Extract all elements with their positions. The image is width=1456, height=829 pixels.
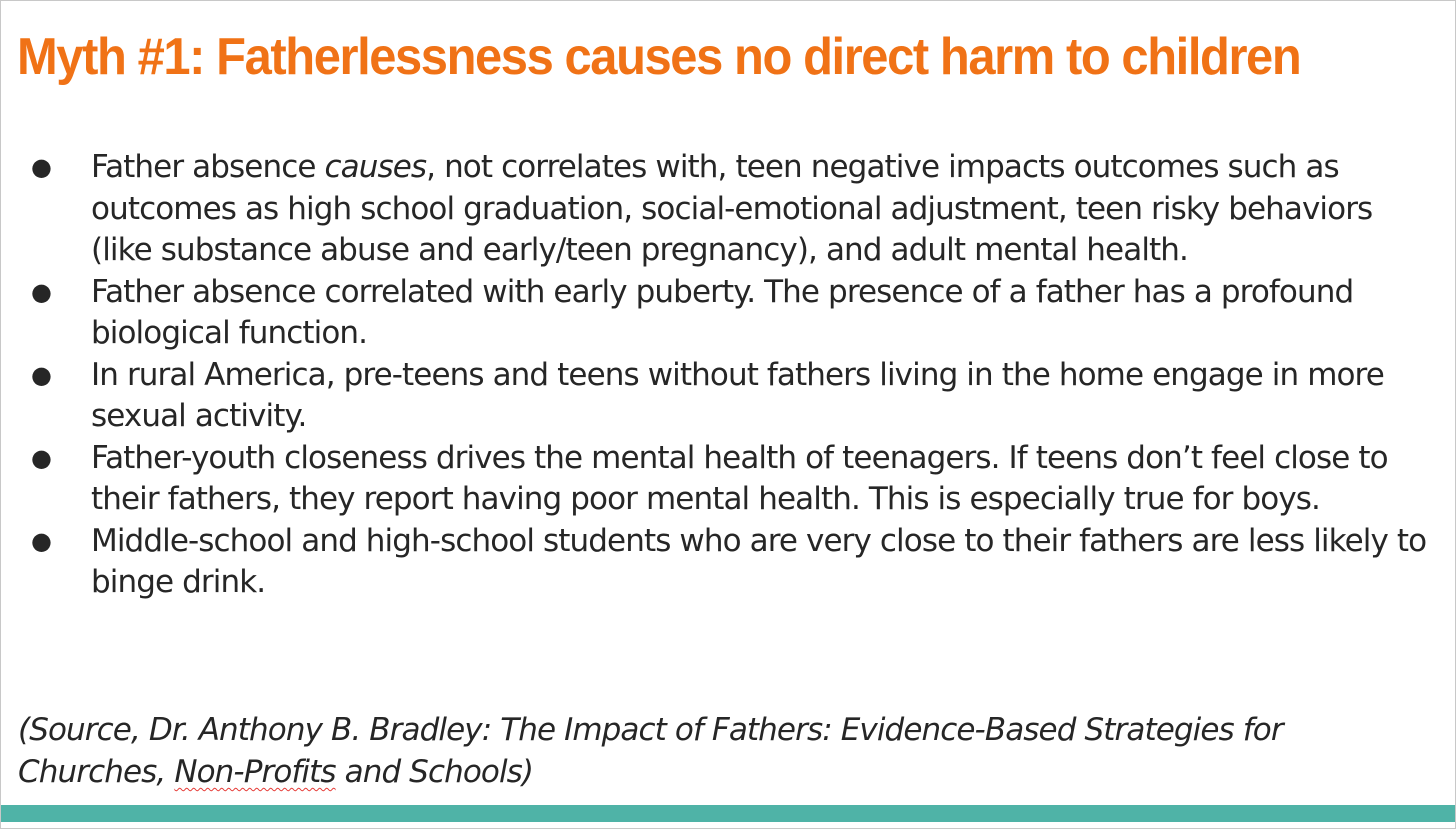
bullet-dot-icon: ● <box>31 443 52 472</box>
bullet-text-start: Father absence <box>91 149 325 185</box>
bullet-list <box>31 147 1441 604</box>
bullet-text-end: , not correlates with, teen negative impacts outcomes such as outcomes as high school graduation, social-emotional adjustment, teen risky behaviors (like substance abuse and early/teen pregnancy), and adult mental health. <box>91 149 1373 268</box>
source-text-start: (Source, Dr. Anthony B. Bradley: The Impact of Fathers: Evidence-Based Strategies for Churches, <box>18 712 1283 790</box>
slide-title: Myth #1: Fatherlessness causes no direct harm to children <box>17 28 1301 86</box>
bullet-dot-icon: ● <box>31 277 52 306</box>
accent-bar <box>1 805 1456 822</box>
source-citation <box>18 709 1438 793</box>
bullet-item <box>31 272 1441 355</box>
bullet-text: Middle-school and high-school students who are very close to their fathers are less likely to binge drink. <box>91 522 1427 600</box>
bullet-item <box>31 438 1441 521</box>
bullet-text: Father absence correlated with early puberty. The presence of a father has a profound biological function. <box>91 273 1354 351</box>
bullet-text: Father-youth closeness drives the mental health of teenagers. If teens don’t feel close to their fathers, they report having poor mental health. This is especially true for boys. <box>91 439 1388 517</box>
bullet-item <box>31 147 1441 272</box>
bullet-dot-icon: ● <box>31 153 52 181</box>
bullet-dot-icon: ● <box>31 526 52 555</box>
source-text-end: and Schools) <box>335 754 534 790</box>
spellcheck-flagged-word[interactable]: Non-Profits <box>174 754 336 790</box>
bullet-item <box>31 521 1441 604</box>
bullet-text-emphasis: causes <box>324 149 427 185</box>
bullet-text: In rural America, pre-teens and teens without fathers living in the home engage in more sexual activity. <box>91 356 1384 434</box>
bullet-item <box>31 355 1441 438</box>
bullet-dot-icon: ● <box>31 360 52 389</box>
